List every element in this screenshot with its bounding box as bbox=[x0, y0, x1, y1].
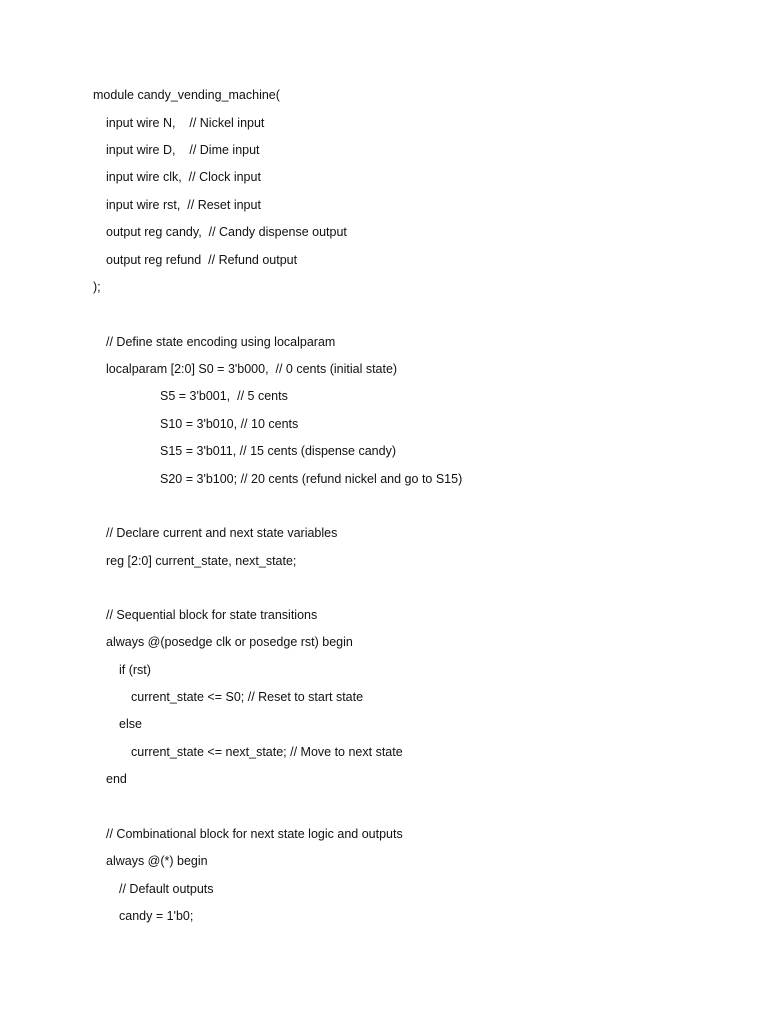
code-line: localparam [2:0] S0 = 3'b000, // 0 cents (initial state) bbox=[106, 362, 398, 376]
code-line: always @(*) begin bbox=[106, 854, 208, 868]
code-line: // Sequential block for state transitions bbox=[106, 608, 318, 622]
code-line: // Define state encoding using localparam bbox=[106, 335, 336, 349]
code-line: candy = 1'b0; bbox=[119, 909, 194, 923]
code-line: current_state <= S0; // Reset to start state bbox=[131, 690, 364, 704]
code-line: output reg candy, // Candy dispense output bbox=[106, 225, 347, 239]
code-line: input wire rst, // Reset input bbox=[106, 198, 261, 212]
code-line: current_state <= next_state; // Move to next state bbox=[131, 745, 403, 759]
code-line: always @(posedge clk or posedge rst) begin bbox=[106, 635, 353, 649]
code-line: if (rst) bbox=[119, 663, 151, 677]
code-line: S15 = 3'b011, // 15 cents (dispense candy) bbox=[160, 444, 396, 458]
code-line: input wire D, // Dime input bbox=[106, 143, 260, 157]
code-line: reg [2:0] current_state, next_state; bbox=[106, 554, 297, 568]
code-line: module candy_vending_machine( bbox=[93, 88, 280, 102]
code-line: // Default outputs bbox=[119, 882, 214, 896]
code-line: // Combinational block for next state logic and outputs bbox=[106, 827, 403, 841]
code-line: S10 = 3'b010, // 10 cents bbox=[160, 417, 299, 431]
code-line: end bbox=[106, 772, 127, 786]
code-line: S5 = 3'b001, // 5 cents bbox=[160, 389, 288, 403]
code-line: // Declare current and next state variables bbox=[106, 526, 338, 540]
code-line: ); bbox=[93, 280, 101, 294]
code-line: S20 = 3'b100; // 20 cents (refund nickel and go to S15) bbox=[160, 472, 463, 486]
code-line: else bbox=[119, 717, 142, 731]
code-line: input wire clk, // Clock input bbox=[106, 170, 261, 184]
code-line: output reg refund // Refund output bbox=[106, 253, 298, 267]
code-line: input wire N, // Nickel input bbox=[106, 116, 265, 130]
